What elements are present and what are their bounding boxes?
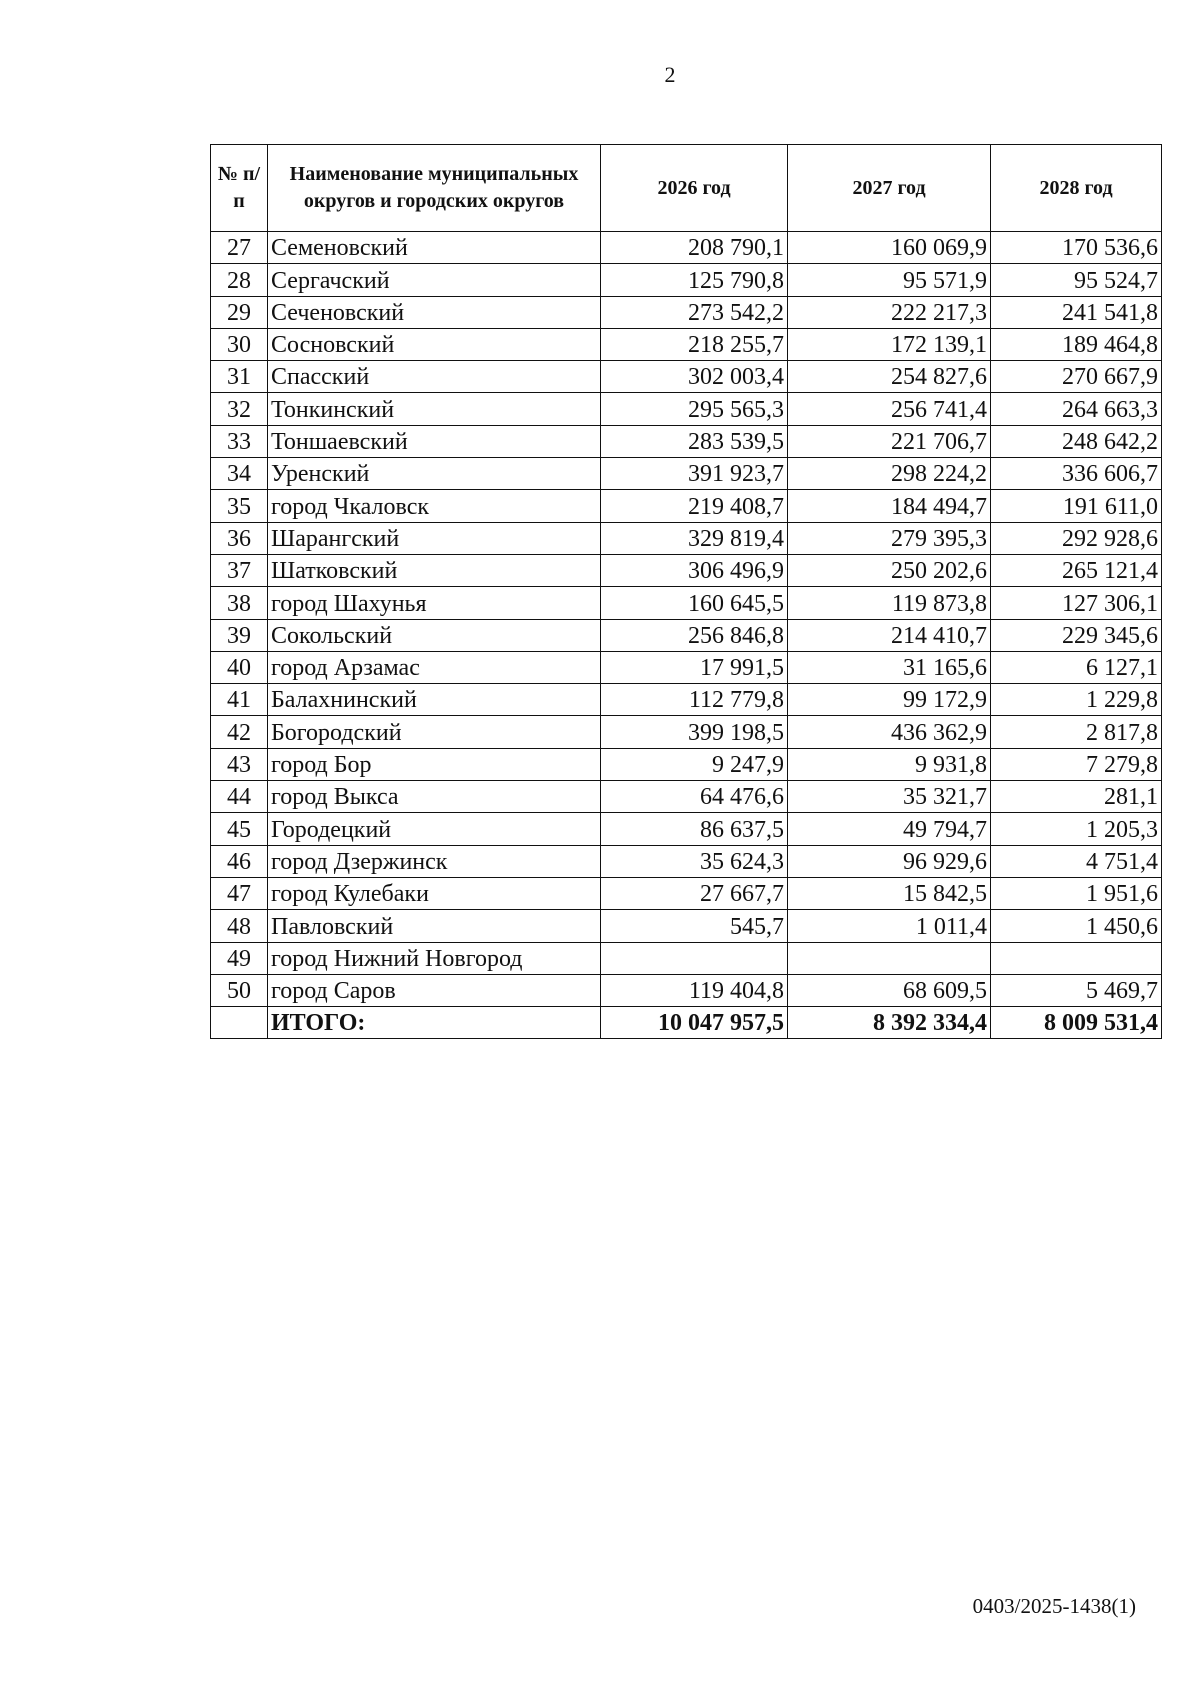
- cell-name: Балахнинский: [268, 684, 601, 716]
- cell-name: город Чкаловск: [268, 490, 601, 522]
- cell-2026: 17 991,5: [601, 651, 788, 683]
- cell-2027: 172 139,1: [788, 328, 991, 360]
- cell-name: город Выкса: [268, 781, 601, 813]
- cell-name: Сокольский: [268, 619, 601, 651]
- cell-2028: 127 306,1: [991, 587, 1162, 619]
- cell-2028: 1 450,6: [991, 910, 1162, 942]
- cell-2026: 160 645,5: [601, 587, 788, 619]
- cell-2027: 279 395,3: [788, 522, 991, 554]
- cell-name: Сеченовский: [268, 296, 601, 328]
- cell-2026: 64 476,6: [601, 781, 788, 813]
- cell-2028: 7 279,8: [991, 748, 1162, 780]
- table-row: [211, 458, 1162, 490]
- table-row: [211, 490, 1162, 522]
- table-row: [211, 877, 1162, 909]
- header-2028: 2028 год: [991, 145, 1162, 232]
- cell-name: Сергачский: [268, 264, 601, 296]
- cell-num: 40: [211, 651, 268, 683]
- cell-2026: 256 846,8: [601, 619, 788, 651]
- cell-2027: 68 609,5: [788, 974, 991, 1006]
- cell-name: Спасский: [268, 361, 601, 393]
- cell-2028: 1 205,3: [991, 813, 1162, 845]
- total-cell-2028: 8 009 531,4: [991, 1007, 1162, 1039]
- cell-2026: 119 404,8: [601, 974, 788, 1006]
- header-2026: 2026 год: [601, 145, 788, 232]
- table-row: [211, 425, 1162, 457]
- table-header-row: [211, 145, 1162, 232]
- table-row: [211, 813, 1162, 845]
- cell-num: 44: [211, 781, 268, 813]
- table-row: [211, 361, 1162, 393]
- cell-2027: 49 794,7: [788, 813, 991, 845]
- cell-2026: 9 247,9: [601, 748, 788, 780]
- cell-2026: 35 624,3: [601, 845, 788, 877]
- cell-2027: [788, 942, 991, 974]
- cell-name: Тоншаевский: [268, 425, 601, 457]
- table-row: [211, 232, 1162, 264]
- header-2027: 2027 год: [788, 145, 991, 232]
- cell-2026: 273 542,2: [601, 296, 788, 328]
- table-row: [211, 651, 1162, 683]
- cell-num: 35: [211, 490, 268, 522]
- total-cell-2026: 10 047 957,5: [601, 1007, 788, 1039]
- cell-2028: 170 536,6: [991, 232, 1162, 264]
- total-cell-num: [211, 1007, 268, 1039]
- document-id: 0403/2025-1438(1): [972, 1594, 1136, 1618]
- cell-2027: 95 571,9: [788, 264, 991, 296]
- cell-num: 36: [211, 522, 268, 554]
- table-row: [211, 684, 1162, 716]
- cell-2026: [601, 942, 788, 974]
- header-name: Наименование муниципальных округов и городских округов: [268, 145, 601, 232]
- cell-name: Шарангский: [268, 522, 601, 554]
- cell-2028: 229 345,6: [991, 619, 1162, 651]
- cell-num: 29: [211, 296, 268, 328]
- cell-2028: 6 127,1: [991, 651, 1162, 683]
- header-num: № п/п: [211, 145, 268, 232]
- cell-name: город Арзамас: [268, 651, 601, 683]
- cell-name: Павловский: [268, 910, 601, 942]
- table-row: [211, 781, 1162, 813]
- cell-2027: 254 827,6: [788, 361, 991, 393]
- cell-num: 28: [211, 264, 268, 296]
- cell-2027: 15 842,5: [788, 877, 991, 909]
- table-row: [211, 554, 1162, 586]
- cell-2026: 86 637,5: [601, 813, 788, 845]
- cell-2026: 208 790,1: [601, 232, 788, 264]
- cell-2028: 292 928,6: [991, 522, 1162, 554]
- table-row: [211, 748, 1162, 780]
- table-row: [211, 619, 1162, 651]
- cell-name: Богородский: [268, 716, 601, 748]
- cell-2026: 295 565,3: [601, 393, 788, 425]
- cell-2027: 298 224,2: [788, 458, 991, 490]
- cell-2028: 241 541,8: [991, 296, 1162, 328]
- total-row: [211, 1007, 1162, 1039]
- cell-2027: 9 931,8: [788, 748, 991, 780]
- table-row: [211, 522, 1162, 554]
- cell-2028: [991, 942, 1162, 974]
- cell-num: 41: [211, 684, 268, 716]
- cell-num: 32: [211, 393, 268, 425]
- cell-num: 42: [211, 716, 268, 748]
- cell-name: город Бор: [268, 748, 601, 780]
- cell-2027: 96 929,6: [788, 845, 991, 877]
- cell-2026: 218 255,7: [601, 328, 788, 360]
- cell-2028: 95 524,7: [991, 264, 1162, 296]
- cell-2026: 112 779,8: [601, 684, 788, 716]
- cell-2028: 1 951,6: [991, 877, 1162, 909]
- cell-num: 27: [211, 232, 268, 264]
- cell-2027: 184 494,7: [788, 490, 991, 522]
- cell-num: 43: [211, 748, 268, 780]
- table-row: [211, 845, 1162, 877]
- cell-2027: 256 741,4: [788, 393, 991, 425]
- cell-2027: 119 873,8: [788, 587, 991, 619]
- cell-2027: 31 165,6: [788, 651, 991, 683]
- table-row: [211, 974, 1162, 1006]
- cell-2027: 214 410,7: [788, 619, 991, 651]
- cell-2026: 329 819,4: [601, 522, 788, 554]
- cell-num: 38: [211, 587, 268, 619]
- cell-name: Сосновский: [268, 328, 601, 360]
- cell-name: Шатковский: [268, 554, 601, 586]
- cell-num: 34: [211, 458, 268, 490]
- total-cell-name: ИТОГО:: [268, 1007, 601, 1039]
- cell-num: 31: [211, 361, 268, 393]
- cell-num: 47: [211, 877, 268, 909]
- cell-2028: 264 663,3: [991, 393, 1162, 425]
- cell-name: город Дзержинск: [268, 845, 601, 877]
- cell-2028: 270 667,9: [991, 361, 1162, 393]
- cell-num: 45: [211, 813, 268, 845]
- cell-2028: 336 606,7: [991, 458, 1162, 490]
- cell-2026: 125 790,8: [601, 264, 788, 296]
- total-cell-2027: 8 392 334,4: [788, 1007, 991, 1039]
- cell-2028: 4 751,4: [991, 845, 1162, 877]
- cell-2027: 222 217,3: [788, 296, 991, 328]
- cell-num: 46: [211, 845, 268, 877]
- table-row: [211, 716, 1162, 748]
- cell-2027: 436 362,9: [788, 716, 991, 748]
- cell-2026: 27 667,7: [601, 877, 788, 909]
- cell-name: Семеновский: [268, 232, 601, 264]
- cell-2028: 281,1: [991, 781, 1162, 813]
- cell-2027: 221 706,7: [788, 425, 991, 457]
- cell-2026: 545,7: [601, 910, 788, 942]
- cell-2028: 5 469,7: [991, 974, 1162, 1006]
- table-row: [211, 264, 1162, 296]
- cell-2027: 99 172,9: [788, 684, 991, 716]
- cell-2028: 248 642,2: [991, 425, 1162, 457]
- cell-name: город Саров: [268, 974, 601, 1006]
- cell-2028: 265 121,4: [991, 554, 1162, 586]
- cell-name: город Кулебаки: [268, 877, 601, 909]
- cell-2026: 219 408,7: [601, 490, 788, 522]
- cell-2027: 160 069,9: [788, 232, 991, 264]
- cell-2026: 391 923,7: [601, 458, 788, 490]
- cell-2026: 306 496,9: [601, 554, 788, 586]
- cell-2026: 283 539,5: [601, 425, 788, 457]
- table-body: [211, 232, 1162, 1039]
- cell-name: Городецкий: [268, 813, 601, 845]
- cell-2026: 399 198,5: [601, 716, 788, 748]
- cell-2027: 35 321,7: [788, 781, 991, 813]
- cell-2028: 189 464,8: [991, 328, 1162, 360]
- cell-2028: 1 229,8: [991, 684, 1162, 716]
- cell-2027: 250 202,6: [788, 554, 991, 586]
- cell-num: 48: [211, 910, 268, 942]
- cell-num: 37: [211, 554, 268, 586]
- cell-num: 30: [211, 328, 268, 360]
- cell-num: 49: [211, 942, 268, 974]
- cell-2028: 191 611,0: [991, 490, 1162, 522]
- cell-2026: 302 003,4: [601, 361, 788, 393]
- page-number: 2: [664, 62, 676, 87]
- cell-num: 50: [211, 974, 268, 1006]
- cell-2028: 2 817,8: [991, 716, 1162, 748]
- cell-name: город Нижний Новгород: [268, 942, 601, 974]
- budget-table: [210, 144, 1162, 1039]
- cell-name: город Шахунья: [268, 587, 601, 619]
- table-row: [211, 393, 1162, 425]
- table-row: [211, 328, 1162, 360]
- table-row: [211, 910, 1162, 942]
- table-row: [211, 942, 1162, 974]
- cell-name: Уренский: [268, 458, 601, 490]
- cell-2027: 1 011,4: [788, 910, 991, 942]
- cell-num: 39: [211, 619, 268, 651]
- table-row: [211, 587, 1162, 619]
- table-row: [211, 296, 1162, 328]
- cell-name: Тонкинский: [268, 393, 601, 425]
- cell-num: 33: [211, 425, 268, 457]
